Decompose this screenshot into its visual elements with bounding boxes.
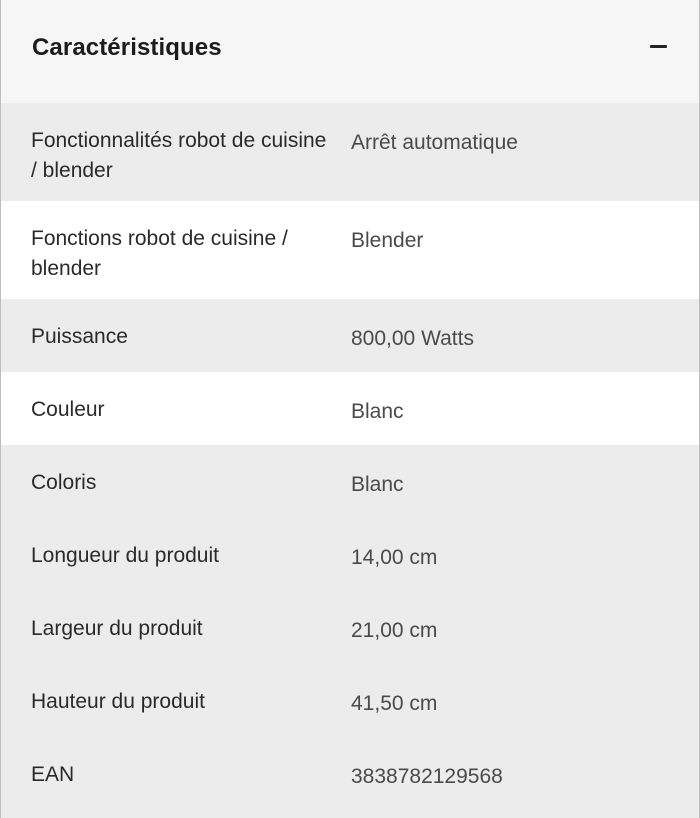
spec-value: 21,00 cm xyxy=(351,619,438,642)
spec-row xyxy=(1,518,699,591)
specs-table xyxy=(1,103,699,810)
collapse-button[interactable] xyxy=(641,28,677,64)
spec-label: Fonctions robot de cuisine / blender xyxy=(31,227,288,280)
bottom-fill xyxy=(1,809,699,818)
spec-row xyxy=(1,445,699,518)
spec-label: Puissance xyxy=(31,325,128,348)
spec-row xyxy=(1,372,699,445)
spec-row xyxy=(1,201,699,299)
spec-label: Fonctionnalités robot de cuisine / blender xyxy=(31,129,327,182)
spec-value: 14,00 cm xyxy=(351,546,438,569)
spec-label: Couleur xyxy=(31,398,105,421)
specs-section-header[interactable] xyxy=(1,0,699,103)
spec-label: Coloris xyxy=(31,471,97,494)
spec-value: Arrêt automatique xyxy=(351,131,518,154)
spec-label: Longueur du produit xyxy=(31,544,219,567)
spec-value: Blanc xyxy=(351,473,404,496)
section-title: Caractéristiques xyxy=(32,34,222,61)
spec-row xyxy=(1,664,699,737)
spec-label: EAN xyxy=(31,763,75,786)
minus-icon xyxy=(650,45,667,48)
spec-value: 3838782129568 xyxy=(351,765,503,788)
spec-row xyxy=(1,103,699,201)
spec-value: Blender xyxy=(351,229,424,252)
spec-value: 800,00 Watts xyxy=(351,327,474,350)
spec-label: Largeur du produit xyxy=(31,617,203,640)
spec-value: 41,50 cm xyxy=(351,692,438,715)
spec-label: Hauteur du produit xyxy=(31,690,205,713)
spec-row xyxy=(1,591,699,664)
spec-row xyxy=(1,299,699,372)
spec-row xyxy=(1,737,699,810)
spec-value: Blanc xyxy=(351,400,404,423)
